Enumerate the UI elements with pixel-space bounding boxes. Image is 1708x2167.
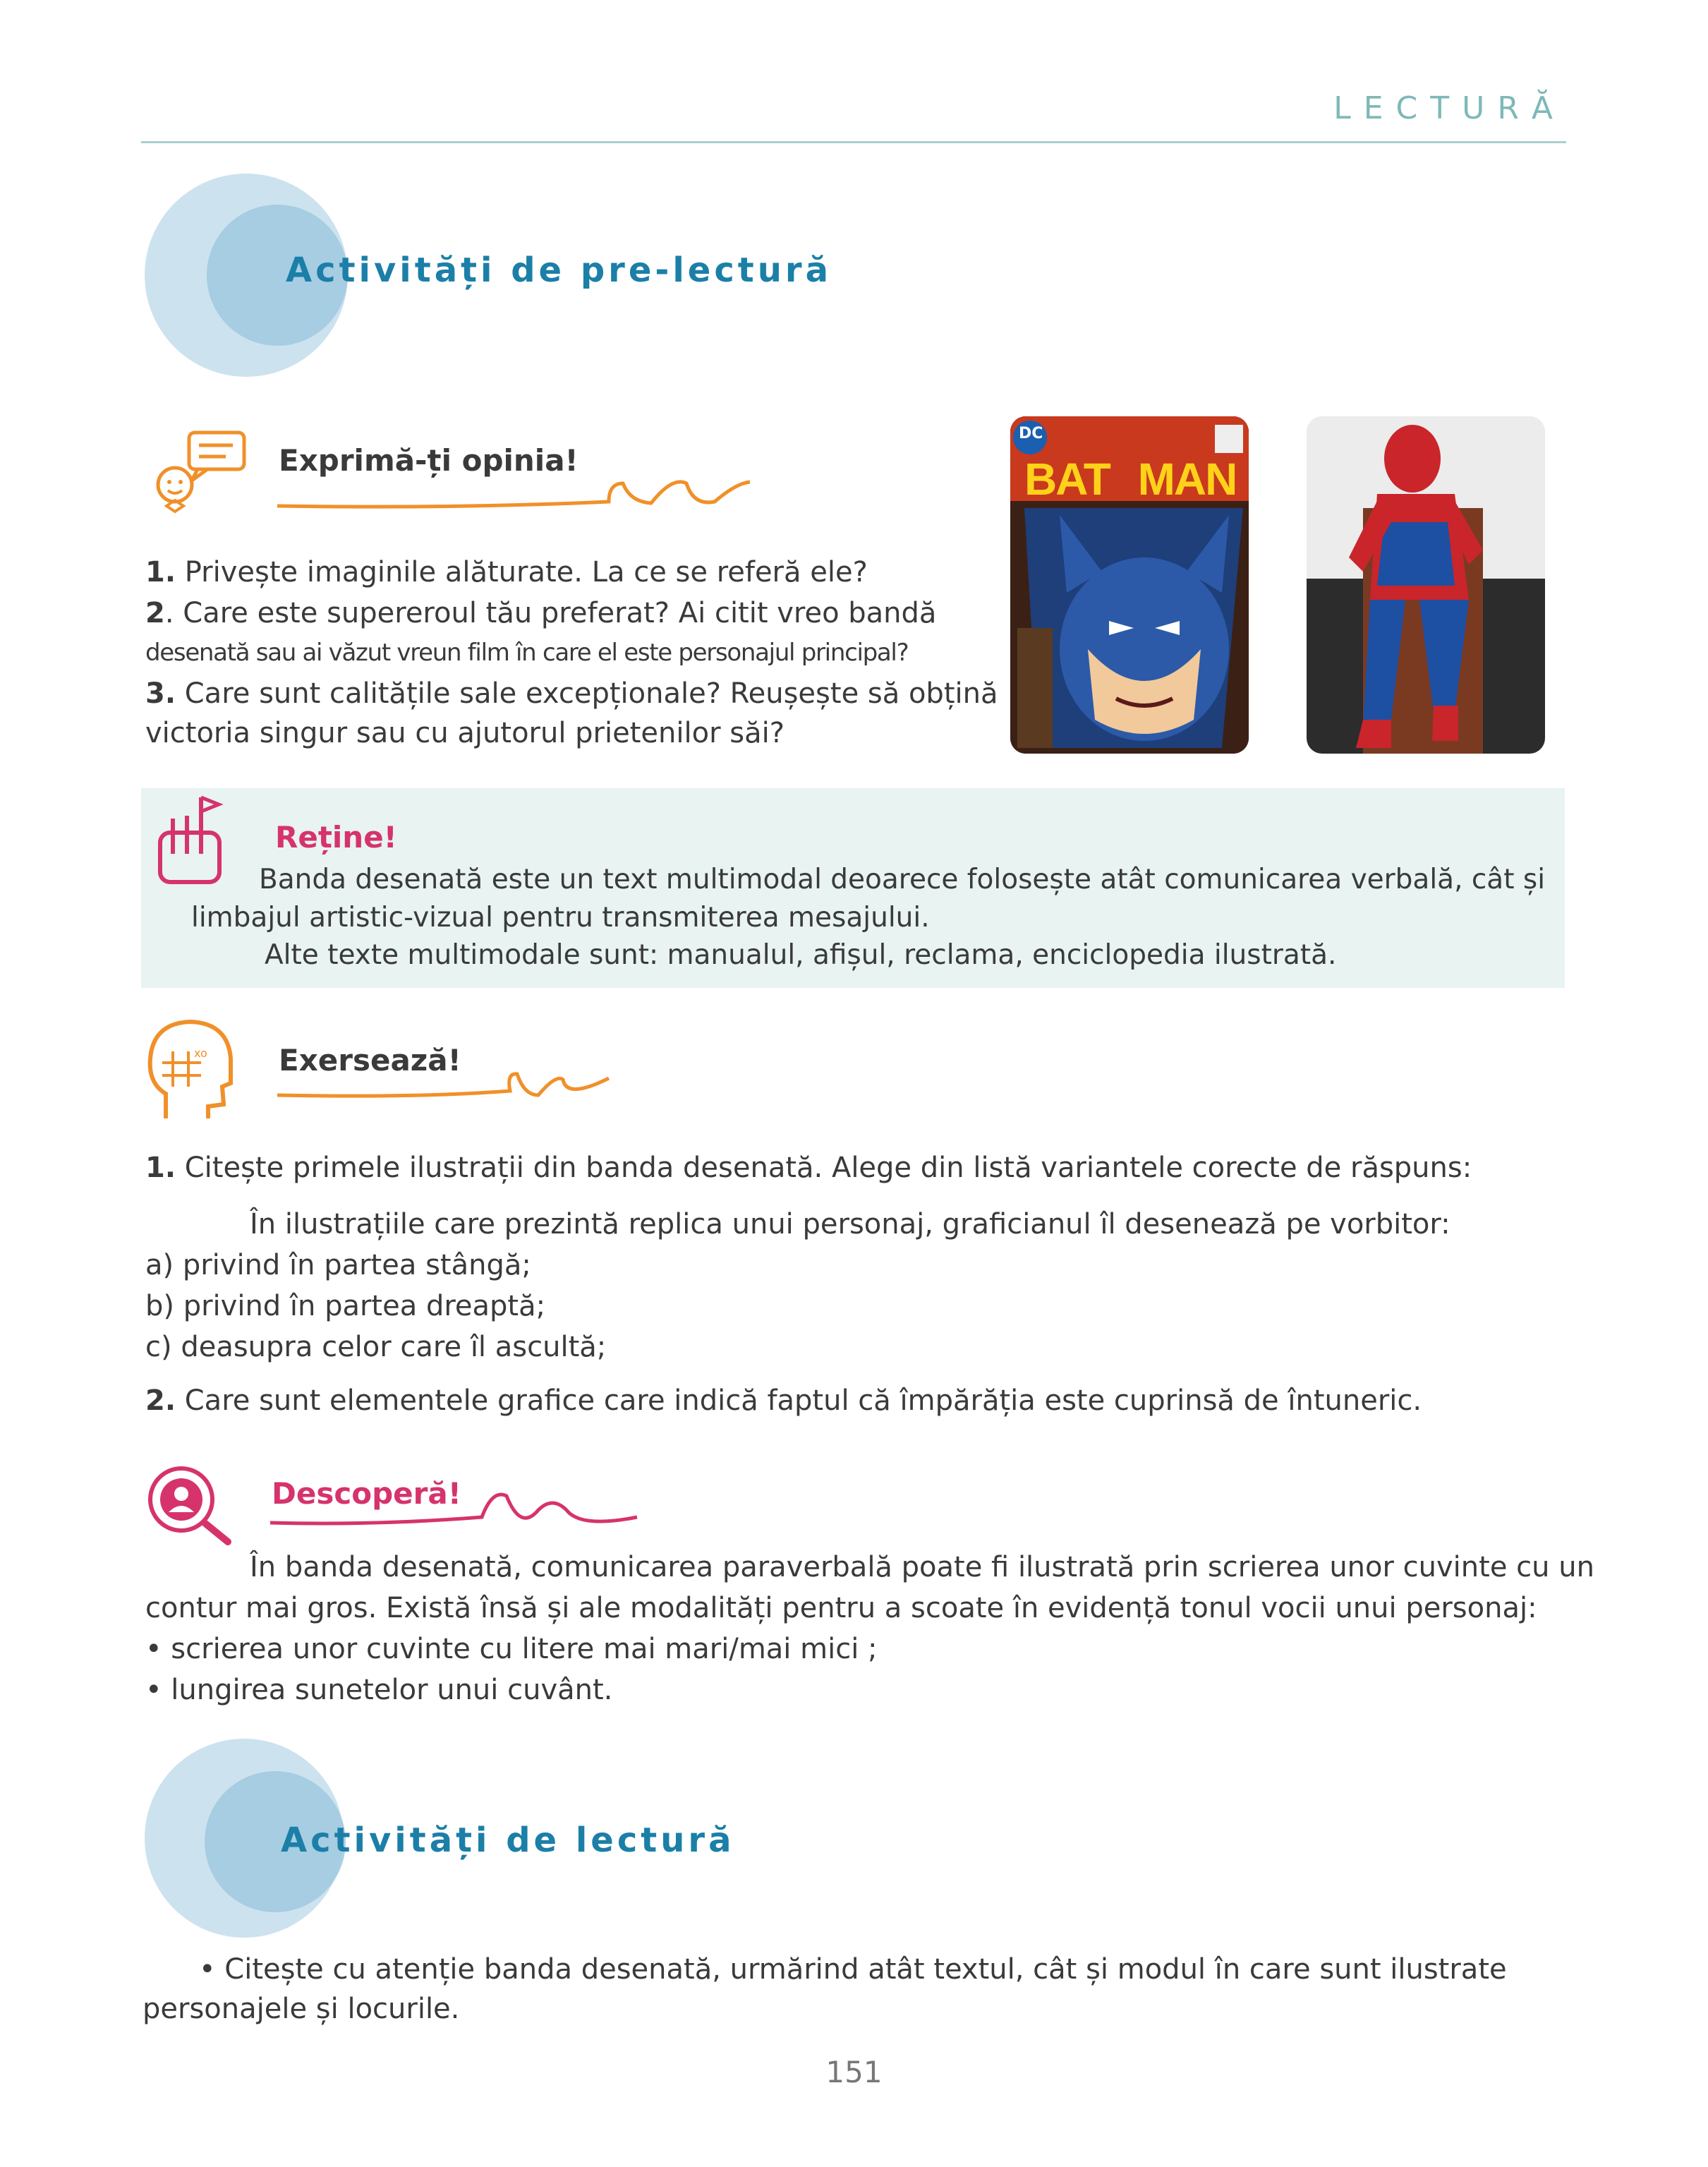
opinion-question-2 bbox=[145, 593, 985, 634]
running-header: LECTURĂ bbox=[1333, 90, 1565, 126]
opinion-question-2b: desenată sau ai văzut vreun film în care el este personajul principal? bbox=[145, 639, 909, 667]
reading-line-1: • Citește cu atenție banda desenată, urmărind atât textul, cât și modul în care sunt ilustrate bbox=[199, 1953, 1507, 1986]
opinion-question-1 bbox=[145, 552, 868, 593]
comic-title bbox=[1024, 453, 1236, 505]
option-a: a) privind în partea stângă; bbox=[145, 1249, 531, 1281]
descopera-bullet-1: • scrierea unor cuvinte cu litere mai mari/mai mici ; bbox=[145, 1633, 878, 1665]
retine-line-1: Banda desenată este un text multimodal deoarece folosește atât comunicarea verbală, cât și bbox=[259, 864, 1546, 895]
descopera-line-2: contur mai gros. Există însă și ale modalități pentru a scoate în evidență tonul vocii unui personaj: bbox=[145, 1592, 1537, 1624]
retine-line-3: Alte texte multimodale sunt: manualul, afișul, reclama, enciclopedia ilustrată. bbox=[265, 939, 1337, 971]
q2-text: . Care este supereroul tău preferat? Ai citit vreo bandă bbox=[164, 597, 937, 629]
exerseaza-title: Exersează! bbox=[279, 1043, 461, 1078]
ex-q1-number: 1. bbox=[145, 1152, 176, 1184]
q3-number: 3. bbox=[145, 677, 176, 710]
batman-comic-cover bbox=[1010, 416, 1249, 754]
svg-text:xo: xo bbox=[194, 1046, 207, 1060]
comic-title-left: BAT bbox=[1024, 454, 1110, 505]
exerseaza-question-1 bbox=[145, 1147, 1472, 1188]
comic-title-right: MAN bbox=[1137, 454, 1237, 505]
descopera-title: Descoperă! bbox=[272, 1476, 461, 1511]
option-b: b) privind în partea dreaptă; bbox=[145, 1290, 546, 1322]
orange-squiggle bbox=[277, 462, 757, 519]
descopera-bullet-2: • lungirea sunetelor unui cuvânt. bbox=[145, 1674, 613, 1706]
opinion-question-3 bbox=[145, 673, 998, 714]
magnifier-search-icon bbox=[145, 1464, 236, 1549]
page-number: 151 bbox=[825, 2055, 883, 2089]
q3-text: Care sunt calitățile sale excepționale? Reușește să obțină bbox=[176, 677, 998, 710]
exerseaza-question-2 bbox=[145, 1380, 1422, 1421]
reading-title: Activități de lectură bbox=[281, 1821, 735, 1860]
ex-q2-text: Care sunt elementele grafice care indică faptul că împărăția este cuprinsă de întuneric. bbox=[176, 1384, 1422, 1417]
retine-title: Reține! bbox=[275, 820, 397, 855]
head-puzzle-icon bbox=[145, 1016, 236, 1122]
pink-squiggle bbox=[270, 1482, 644, 1538]
retine-line-2: limbajul artistic-vizual pentru transmiterea mesajului. bbox=[191, 902, 930, 934]
q1-text: Privește imaginile alăturate. La ce se referă ele? bbox=[176, 556, 868, 588]
ex-q1-text: Citește primele ilustrații din banda desenată. Alege din listă variantele corecte de răspuns: bbox=[176, 1152, 1472, 1184]
spiderman-photo bbox=[1307, 416, 1545, 754]
pre-reading-title: Activități de pre-lectură bbox=[286, 250, 832, 290]
reading-line-2: personajele și locurile. bbox=[143, 1993, 460, 2025]
opinion-title: Exprimă-ți opinia! bbox=[279, 443, 579, 478]
header-rule bbox=[141, 141, 1566, 143]
orange-squiggle-2 bbox=[277, 1058, 616, 1108]
speech-bubble-icon bbox=[148, 427, 247, 519]
option-c: c) deasupra celor care îl ascultă; bbox=[145, 1331, 607, 1363]
q2-number: 2 bbox=[145, 597, 165, 629]
opinion-question-3b: victoria singur sau cu ajutorul prietenilor săi? bbox=[145, 717, 785, 749]
ex-q2-number: 2. bbox=[145, 1384, 176, 1417]
descopera-line-1: În banda desenată, comunicarea paraverbală poate fi ilustrată prin scrierea unor cuvinte cu un bbox=[250, 1551, 1594, 1583]
q1-number: 1. bbox=[145, 556, 176, 588]
comic-badge: DC bbox=[1019, 425, 1043, 442]
exerseaza-intro: În ilustrațiile care prezintă replica unui personaj, graficianul îl desenează pe vorbitor: bbox=[250, 1208, 1450, 1241]
hand-reminder-icon bbox=[152, 790, 229, 889]
